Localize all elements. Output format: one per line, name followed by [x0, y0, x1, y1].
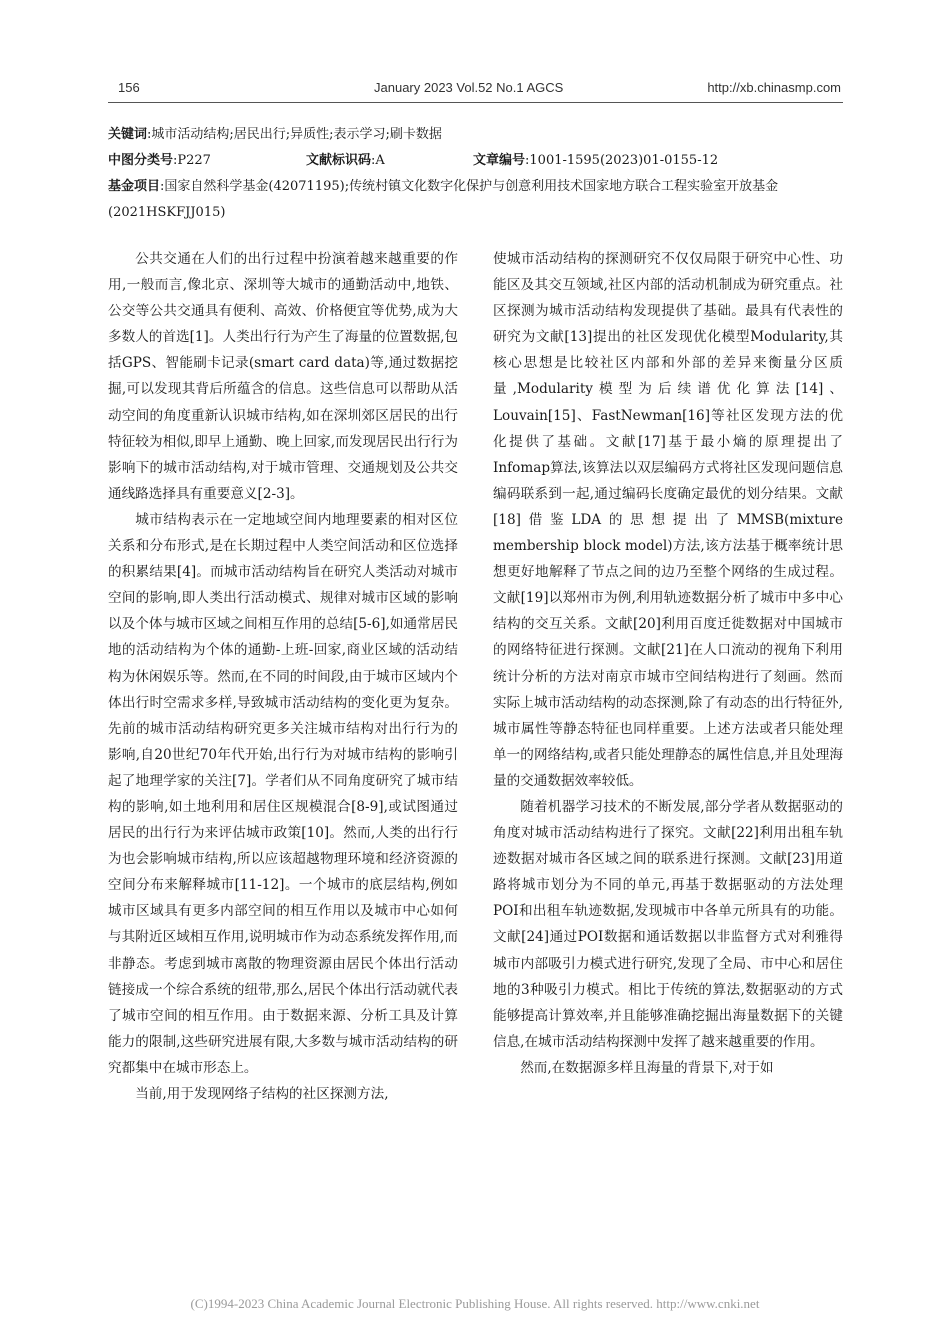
paragraph: 然而,在数据源多样且海量的背景下,对于如: [520, 1059, 774, 1076]
fund-label: 基金项目: [108, 179, 161, 194]
copyright-footer: (C)1994-2023 China Academic Journal Electronic Publishing House. All rights reserved. http://www.cnki.net: [190, 1296, 760, 1311]
paragraph: 随着机器学习技术的不断发展,部分学者从数据驱动的角度对城市活动结构进行了探究。文献[22]利用出租车轨迹数据对城市各区域之间的联系进行探测。文献[23]用道路将城市划分为不同的单元,再基于数据驱动的方法处理POI和出租车轨迹数据,发现城市中各单元所具有的功能。文献[24]通过POI数据和通话数据以非监督方式对利雅得城市内部吸引力模式进行研究,发现了全局、市中心和居住地的3种吸引力模式。相比于传统的算法,数据驱动的方式能够提高计算效率,并且能够准确挖掘出海量数据下的关键信息,在城市活动结构探测中发挥了越来越重要的作用。: [493, 798, 843, 1050]
classification-row: [108, 148, 843, 174]
journal-url-link[interactable]: http://xb.chinasmp.com: [707, 80, 841, 95]
running-header: [108, 78, 843, 103]
class-label: 中图分类号: [108, 153, 174, 168]
keywords-row: [108, 122, 843, 148]
left-text-column: [108, 246, 458, 1107]
paragraph: 公共交通在人们的出行过程中扮演着越来越重要的作用,一般而言,像北京、深圳等大城市的通勤活动中,地铁、公交等公共交通具有便利、高效、价格便宜等优势,成为大多数人的首选[1]。人类出行行为产生了海量的位置数据,包括GPS、智能刷卡记录(smart card data)等,通过数据挖掘,可以发现其背后所蕴含的信息。这些信息可以帮助从活动空间的角度重新认识城市结构,如在深圳郊区居民的出行特征较为相似,即早上通勤、晚上回家,而发现居民出行行为影响下的城市活动结构,对于城市管理、交通规划及公共交通线路选择具有重要意义[2-3]。: [108, 251, 458, 502]
paragraph: 当前,用于发现网络子结构的社区探测方法,: [135, 1086, 389, 1102]
article-number-label: 文章编号: [473, 153, 526, 168]
right-text-column: [493, 246, 843, 1081]
fund-value: :国家自然科学基金(42071195);传统村镇文化数字化保护与创意利用技术国家地方联合工程实验室开放基金(2021HSKFJJ015): [108, 179, 779, 220]
page-number: 156: [118, 80, 140, 95]
doc-code-value: :A: [371, 153, 385, 168]
keywords-label: 关键词: [108, 127, 148, 142]
article-metadata: [108, 122, 843, 226]
keywords-value: :城市活动结构;居民出行;异质性;表示学习;刷卡数据: [147, 127, 442, 142]
fund-row: [108, 174, 843, 226]
doc-code-label: 文献标识码: [306, 153, 372, 168]
article-number-value: :1001-1595(2023)01-0155-12: [525, 153, 719, 168]
class-value: :P227: [173, 153, 211, 168]
paragraph: 使城市活动结构的探测研究不仅仅局限于研究中心性、功能区及其交互领域,社区内部的活动机制成为研究重点。社区探测为城市活动结构发现提供了基础。最具有代表性的研究为文献[13]提出的社区发现优化模型Modularity,其核心思想是比较社区内部和外部的差异来衡量分区质量,Modularity模型为后续谱优化算法[14]、Louvain[15]、FastNewman[16]等社区发现方法的优化提供了基础。文献[17]基于最小熵的原理提出了Infomap算法,该算法以双层编码方式将社区发现问题信息编码联系到一起,通过编码长度确定最优的划分结果。文献[18]借鉴LDA的思想提出了MMSB(mixture membership block model)方法,该方法基于概率统计思想更好地解释了节点之间的边乃至整个网络的生成过程。文献[19]以郑州市为例,利用轨迹数据分析了城市中多中心结构的交互关系。文献[20]利用百度迁徙数据对中国城市的网络特征进行探测。文献[21]在人口流动的视角下利用统计分析的方法对南京市城市空间结构进行了刻画。然而实际上城市活动结构的动态探测,除了有动态的出行特征外,城市属性等静态特征也同样重要。上述方法或者只能处理单一的网络结构,或者只能处理静态的属性信息,并且处理海量的交通数据效率较低。: [493, 251, 843, 789]
paragraph: 城市结构表示在一定地域空间内地理要素的相对区位关系和分布形式,是在长期过程中人类空间活动和区位选择的积累结果[4]。而城市活动结构旨在研究人类活动对城市空间的影响,即人类出行活动模式、规律对城市区域的影响以及个体与城市区域之间相互作用的总结[5-6],如通常居民地的活动结构为个体的通勤-上班-回家,商业区域的活动结构为休闲娱乐等。然而,在不同的时间段,由于城市区域内个体出行时空需求多样,导致城市活动结构的变化更为复杂。先前的城市活动结构研究更多关注城市结构对出行行为的影响,自20世纪70年代开始,出行行为对城市结构的影响引起了地理学家的关注[7]。学者们从不同角度研究了城市结构的影响,如土地利用和居住区规模混合[8-9],或试图通过居民的出行行为来评估城市政策[10]。然而,人类的出行行为也会影响城市结构,所以应该超越物理环境和经济资源的空间分布来解释城市[11-12]。一个城市的底层结构,例如城市区域具有更多内部空间的相互作用以及城市中心如何与其附近区域相互作用,说明城市作为动态系统发挥作用,而非静态。考虑到城市离散的物理资源由居民个体出行活动链接成一个综合系统的纽带,那么,居民个体出行活动就代表了城市空间的相互作用。由于数据来源、分析工具及计算能力的限制,这些研究进展有限,大多数与城市活动结构的研究都集中在城市形态上。: [108, 511, 458, 1076]
journal-info: January 2023 Vol.52 No.1 AGCS: [374, 80, 564, 95]
